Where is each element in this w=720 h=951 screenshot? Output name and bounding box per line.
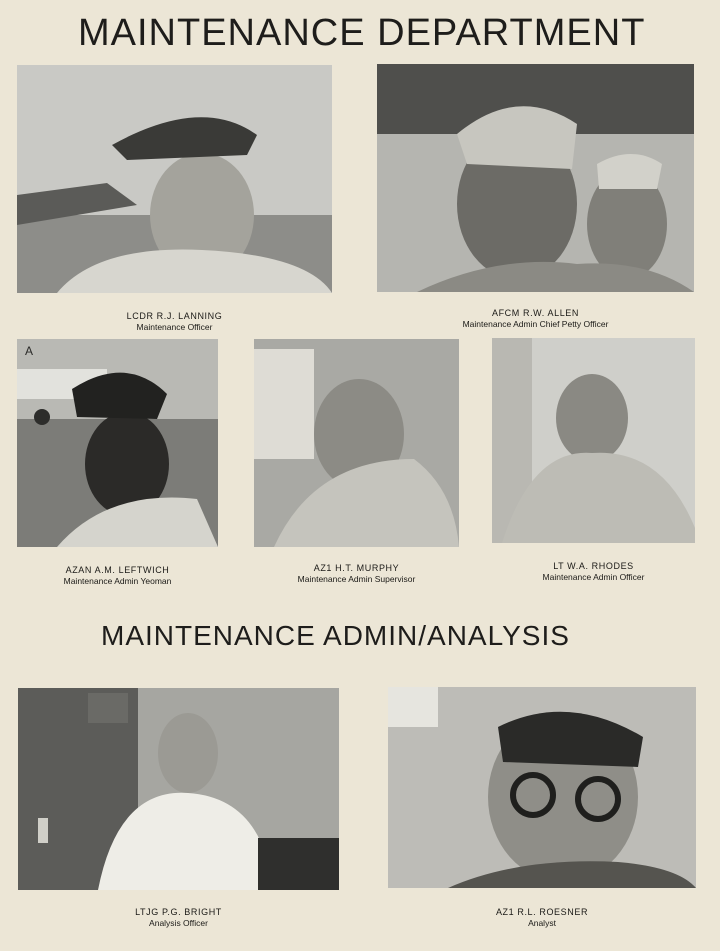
photo-bright <box>18 688 339 890</box>
person-name: AZAN A.M. LEFTWICH <box>65 565 170 575</box>
person-name: AZ1 H.T. MURPHY <box>313 563 400 573</box>
caption-lanning <box>17 311 332 332</box>
caption-allen <box>377 308 694 329</box>
caption-leftwich <box>17 565 218 586</box>
photo-murphy <box>254 339 459 547</box>
person-role: Analysis Officer <box>149 917 208 928</box>
photo-leftwich <box>17 339 218 547</box>
person-role: Maintenance Admin Supervisor <box>297 573 416 584</box>
person-role: Analyst <box>528 917 556 928</box>
person-name: LTJG P.G. BRIGHT <box>135 907 222 917</box>
photo-lanning <box>17 65 332 293</box>
caption-murphy <box>254 563 459 584</box>
photo-roesner <box>388 687 696 888</box>
person-role: Maintenance Admin Chief Petty Officer <box>462 318 609 329</box>
photo-allen <box>377 64 694 292</box>
aircraft-marking-text: A <box>25 344 34 358</box>
person-name: LT W.A. RHODES <box>553 561 634 571</box>
person-role: Maintenance Admin Yeoman <box>63 575 172 586</box>
person-role: Maintenance Admin Officer <box>542 571 645 582</box>
section-title-admin-analysis: MAINTENANCE ADMIN/ANALYSIS <box>101 620 570 651</box>
photo-rhodes <box>492 338 695 543</box>
caption-roesner <box>388 907 696 928</box>
person-name: LCDR R.J. LANNING <box>126 311 223 321</box>
section-title-maintenance-department: MAINTENANCE DEPARTMENT <box>78 12 646 54</box>
caption-rhodes <box>492 561 695 582</box>
person-name: AZ1 R.L. ROESNER <box>495 907 589 917</box>
person-role: Maintenance Officer <box>136 321 213 332</box>
person-name: AFCM R.W. ALLEN <box>491 308 580 318</box>
caption-bright <box>18 907 339 928</box>
